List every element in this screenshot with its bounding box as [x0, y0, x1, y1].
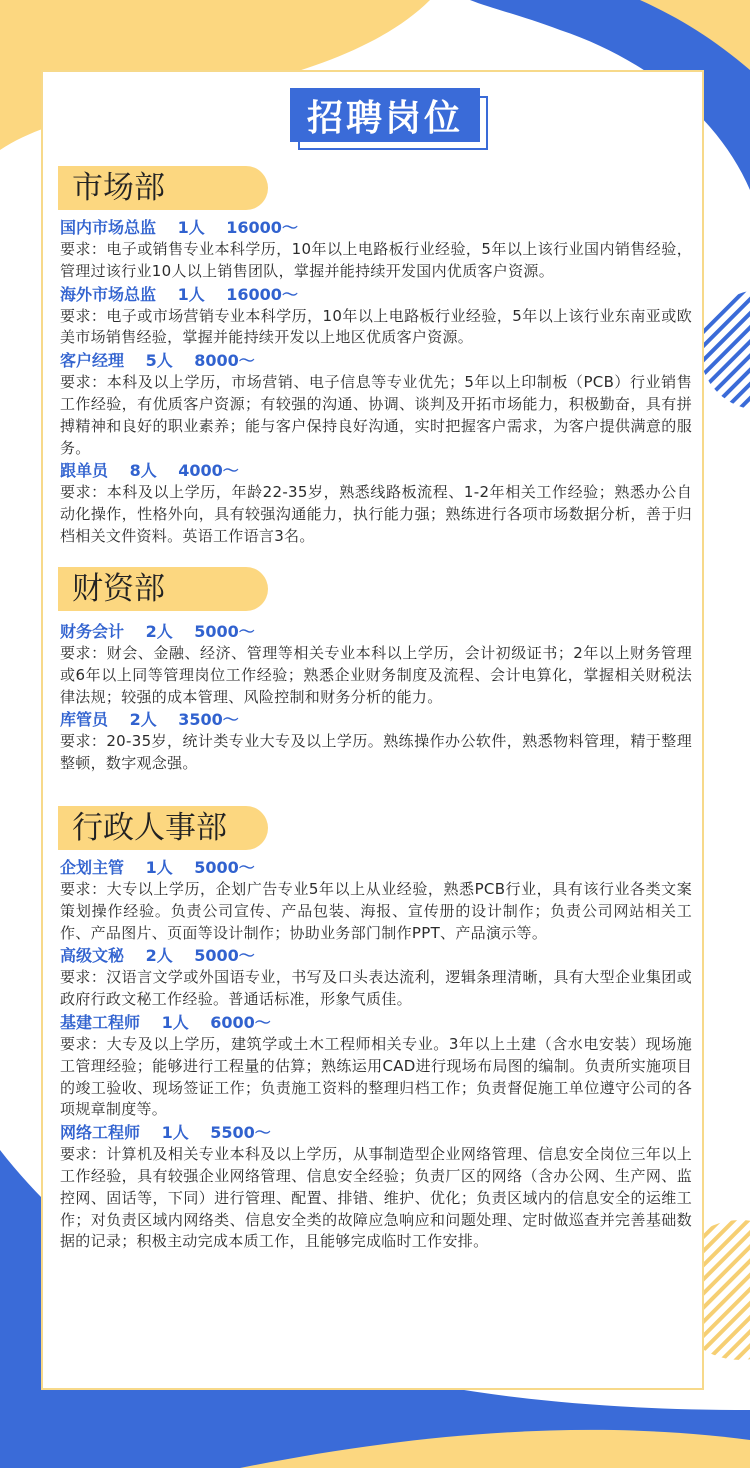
job-requirements: 要求：财会、金融、经济、管理等相关专业本科以上学历，会计初级证书；2年以上财务管理或6年以上同等管理岗位工作经验；熟悉企业财务制度及流程、会计电算化，掌握相关财税法律法规；较强的成本管理、风险控制和财务分析的能力。: [60, 644, 692, 706]
job-requirements: 要求：汉语言文学或外国语专业，书写及口头表达流利，逻辑条理清晰，具有大型企业集团或政府行政文秘工作经验。普通话标准，形象气质佳。: [60, 968, 692, 1009]
job-title: 库管员 2人 3500～: [60, 710, 239, 730]
job-title: 基建工程师 1人 6000～: [60, 1012, 271, 1032]
dept-admin-hr-jobs: [60, 856, 692, 1253]
job-requirements: 要求：大专及以上学历，建筑学或土木工程师相关专业。3年以上土建（含水电安装）现场施工管理经验；能够进行工程量的估算；熟练运用CAD进行现场布局图的编制。负责所实施项目的竣工验收、现场签证工作；负责施工资料的整理归档工作；负责督促施工单位遵守公司的各项规章制度等。: [60, 1034, 692, 1119]
job-requirements: 要求：大专以上学历，企划广告专业5年以上从业经验，熟悉PCB行业，具有该行业各类文案策划操作经验。负责公司宣传、产品包装、海报、宣传册的设计制作；负责公司网站相关工作、产品图片、页面等设计制作；协助业务部门制作PPT、产品演示等。: [60, 880, 692, 942]
dept-finance-header: 财资部: [58, 567, 268, 611]
job-title: 财务会计 2人 5000～: [60, 622, 255, 641]
job-requirements: 要求：本科及以上学历，市场营销、电子信息等专业优先；5年以上印制板（PCB）行业销售工作经验，有优质客户资源；有较强的沟通、协调、谈判及开拓市场能力，积极勤奋，具有拼搏精神和良好的职业素养；能与客户保持良好沟通，实时把握客户需求，为客户提供满意的服务。: [60, 373, 692, 457]
job-title: 国内市场总监 1人 16000～: [60, 218, 298, 237]
job-title: 网络工程师 1人 5500～: [60, 1123, 271, 1143]
dept-market-header: 市场部: [58, 166, 268, 210]
page-title-block: [290, 88, 492, 152]
job-requirements: 要求：计算机及相关专业本科及以上学历，从事制造型企业网络管理、信息安全岗位三年以上工作经验，具有较强企业网络管理、信息安全经验；负责厂区的网络（含办公网、生产网、监控网、固话等，下同）进行管理、配置、排错、维护、优化；负责区域内的信息安全的运维工作；对负责区域内网络类、信息安全类的故障应急响应和问题处理、定时做巡查并完善基础数据的记录；积极主动完成本质工作，且能够完成临时工作安排。: [60, 1145, 692, 1251]
job-title: 跟单员 8人 4000～: [60, 461, 239, 481]
dept-market-jobs: [60, 216, 692, 548]
job-title: 高级文秘 2人 5000～: [60, 946, 255, 966]
page-title: 招聘岗位: [290, 88, 480, 142]
dept-admin-hr-header: 行政人事部: [58, 806, 268, 850]
job-requirements: 要求：电子或市场营销专业本科学历，10年以上电路板行业经验，5年以上该行业东南亚或欧美市场销售经验，掌握并能持续开发以上地区优质客户资源。: [60, 306, 692, 347]
job-requirements: 要求：本科及以上学历，年龄22-35岁，熟悉线路板流程、1-2年相关工作经验；熟悉办公自动化操作，性格外向，具有较强沟通能力，执行能力强；熟练进行各项市场数据分析，善于归档相关文件资料。英语工作语言3名。: [60, 483, 692, 545]
job-requirements: 要求：20-35岁，统计类专业大专及以上学历。熟练操作办公软件，熟悉物料管理，精于整理整顿，数字观念强。: [60, 732, 692, 773]
job-title: 海外市场总监 1人 16000～: [60, 284, 298, 304]
job-title: 客户经理 5人 8000～: [60, 351, 255, 371]
job-title: 企划主管 1人 5000～: [60, 858, 255, 877]
dept-finance-jobs: [60, 620, 692, 775]
job-requirements: 要求：电子或销售专业本科学历，10年以上电路板行业经验，5年以上该行业国内销售经验，管理过该行业10人以上销售团队，掌握并能持续开发国内优质客户资源。: [60, 240, 692, 280]
